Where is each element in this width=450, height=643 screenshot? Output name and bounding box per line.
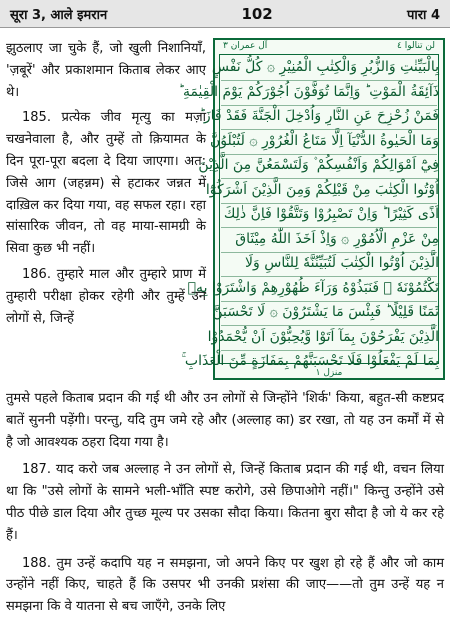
quran-manzil-tag: منزل ١ xyxy=(315,368,343,378)
arabic-verse-line: بِمَا لَمْ يَفْعَلُوْا فَلَا تَحْسَبَنَّهُمْ بِمَفَازَةٍ مِّنَ الْعَذَابِ ۚ xyxy=(181,353,439,369)
quran-surah-tag: آل عمران ٣ xyxy=(223,41,268,51)
line-rule xyxy=(221,105,437,106)
translation-left-column xyxy=(6,38,206,333)
line-rule xyxy=(221,129,437,130)
arabic-verse-line: الَّذِيْنَ يَفْرَحُوْنَ بِمَآ اَتَوْا وَّيُحِبُّوْنَ اَنْ يُّحْمَدُوْا xyxy=(207,328,439,345)
line-rule xyxy=(221,178,437,179)
translation-paragraph: 187. याद करो जब अल्लाह ने उन लोगों से, जिन्हें किताब प्रदान की गई थी, वचन लिया था कि "उसे लोगों के सामने भली-भाँति स्पष्ट करोगे, उसे छिपाओगे नहीं।" किन्तु उन्होंने उसे पीठ पीछे डाल दिया और तुच्छ मूल्य पर उसका सौदा किया। कितना बुरा सौदा है जो ये कर रहे हैं। xyxy=(6,462,444,543)
arabic-verse-line: اَذًى كَثِيْرًا ؕ وَاِنْ تَصْبِرُوْا وَتَتَّقُوْا فَاِنَّ ذٰلِكَ xyxy=(223,206,439,222)
line-rule xyxy=(221,325,437,326)
line-rule xyxy=(221,276,437,277)
arabic-verse-line: ذَآئِقَةُ الْمَوْتِ ؕ وَاِنَّمَا تُوَفَّوْنَ اُجُوْرَكُمْ يَوْمَ الْقِيٰمَةِ ؕ xyxy=(178,83,439,100)
line-rule xyxy=(221,154,437,155)
quran-juz-tag: لن تنالوا ٤ xyxy=(396,41,435,51)
arabic-verse-line: فَمَنْ زُحْزِحَ عَنِ النَّارِ وَاُدْخِلَ الْجَنَّةَ فَقَدْ فَازَ ؕ xyxy=(199,108,439,124)
translation-paragraph: 186. तुम्हारे माल और तुम्हारे प्राण में तुम्हारी परीक्षा होकर रहेगी और तुम्हें उन लोगों से, जिन्हें xyxy=(6,266,206,326)
arabic-verse-line: تَكْتُمُوْنَهٗ ؗ فَنَبَذُوْهُ وَرَآءَ ظُهُوْرِهِمْ وَاشْتَرَوْا بِهٖ xyxy=(187,279,439,296)
arabic-verse-line: وَمَا الْحَيٰوةُ الدُّنْيَآ اِلَّا مَتَاعُ الْغُرُوْرِ ۞ لَتُبْلَوُنَّ xyxy=(210,132,439,149)
translation-paragraph: तुमसे पहले किताब प्रदान की गई थी और उन लोगों से जिन्होंने 'शिर्क' किया, बहुत-सी कष्टप्रद बातें सुननी पड़ेंगी। परन्तु, यदि तुम जमे रहे और (अल्लाह का) डर रखा, तो यह उन कर्मों में से है जो आवश्यक ठहरा दिया गया है। xyxy=(6,391,444,450)
line-rule xyxy=(221,301,437,302)
arabic-verse-line: بِالْبَيِّنٰتِ وَالزُّبُرِ وَالْكِتٰبِ الْمُنِيْرِ ۞ كُلُّ نَفْسٍ xyxy=(211,59,439,75)
page-number: 102 xyxy=(241,4,273,23)
translation-bottom-section xyxy=(6,388,444,624)
para-label: पारा 4 xyxy=(406,7,440,23)
translation-paragraph: 188. तुम उन्हें कदापि यह न समझना, जो अपने किए पर खुश हो रहे हैं और जो काम उन्होंने नहीं किए, चाहते हैं कि उसपर भी उनकी प्रशंसा की जाए——तो तुम उन्हें यह न समझना कि वे यातना से बच जाएँगे, उनके लिए xyxy=(6,555,444,615)
translation-paragraph: 185. प्रत्येक जीव मृत्यु का मज़ा चखनेवाला है, और तुम्हें तो क़ियामत के दिन पूरा-पूरा बदला दे दिया जाएगा। अत: जिसे आग (जहन्नम) से हटाकर जन्नत में दाख़िल कर दिया गया, वह सफल रहा। रहा सांसारिक जीवन, तो वह माया-सामग्री के सिवा कुछ भी नहीं। xyxy=(6,110,206,257)
line-rule xyxy=(221,203,437,204)
arabic-verse-line: ثَمَنًا قَلِيْلًا ؕ فَبِئْسَ مَا يَشْتَرُوْنَ ۞ لَا تَحْسَبَنَّ xyxy=(212,304,439,320)
line-rule xyxy=(221,252,437,253)
line-rule xyxy=(221,80,437,81)
translation-paragraph: झुठलाए जा चुके हैं, जो खुली निशानियाँ, 'ज़बूरें' और प्रकाशमान किताब लेकर आए थे। xyxy=(6,41,206,100)
line-rule xyxy=(221,227,437,228)
page-header xyxy=(0,0,450,28)
arabic-verse-line: فِيْٓ اَمْوَالِكُمْ وَاَنْفُسِكُمْ ۫ وَلَتَسْمَعُنَّ مِنَ الَّذِيْنَ xyxy=(198,157,439,173)
line-rule xyxy=(221,350,437,351)
arabic-verse-line: مِنْ عَزْمِ الْاُمُوْرِ ۞ وَاِذْ اَخَذَ اللّٰهُ مِيْثَاقَ xyxy=(235,230,439,247)
surah-title: सूरा 3, आले इमरान xyxy=(10,7,108,23)
quran-text-frame xyxy=(178,38,445,380)
arabic-verse-line: اُوْتُوا الْكِتٰبَ مِنْ قَبْلِكُمْ وَمِنَ الَّذِيْنَ اَشْرَكُوْٓا xyxy=(205,181,439,198)
arabic-verse-line: الَّذِيْنَ اُوْتُوا الْكِتٰبَ لَتُبَيِّنُنَّهٗ لِلنَّاسِ وَلَا xyxy=(245,255,439,271)
